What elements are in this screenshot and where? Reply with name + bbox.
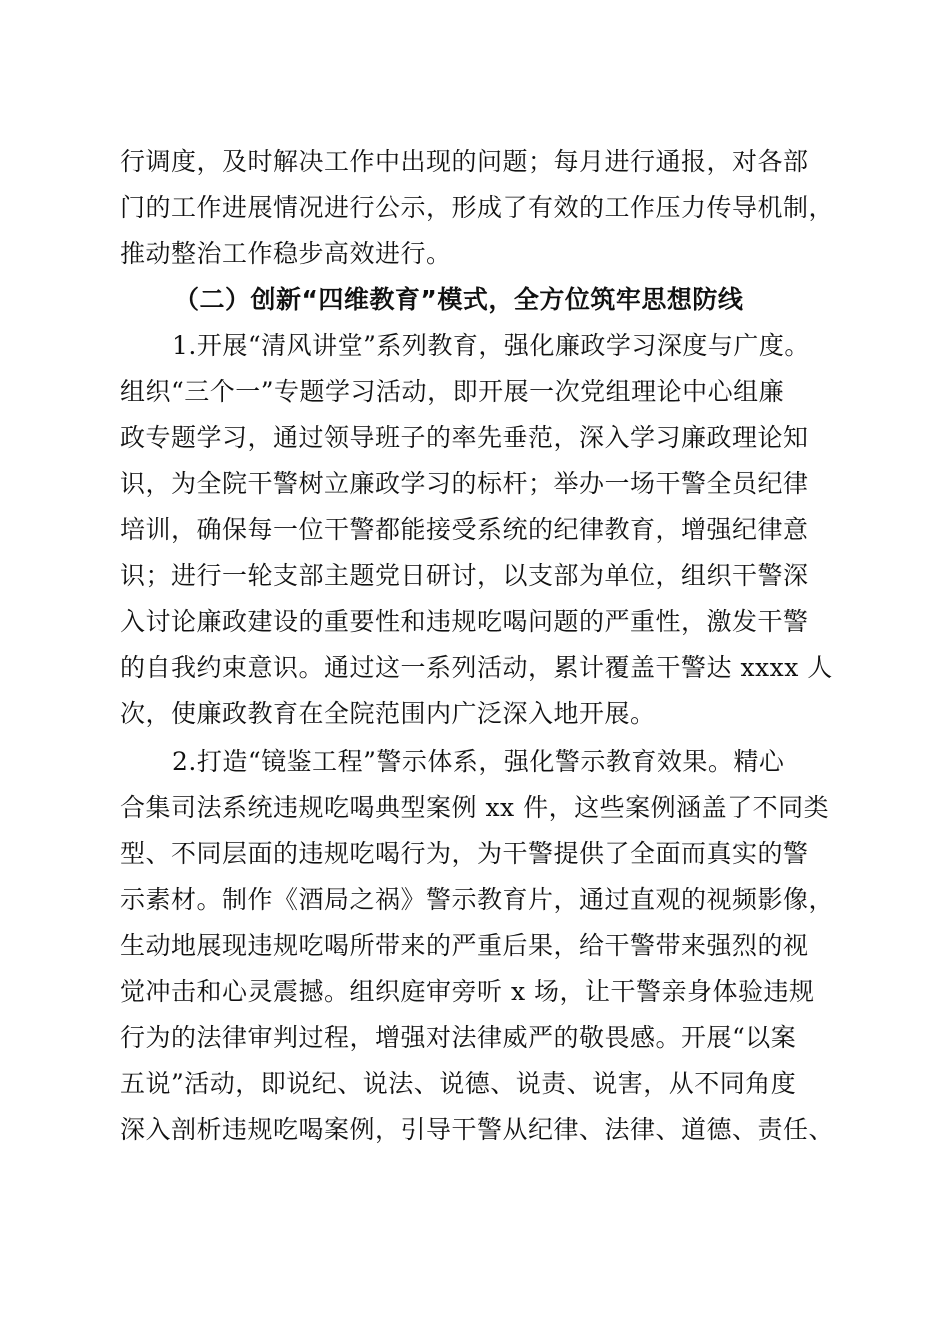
text-line-1: 行调度，及时解决工作中出现的问题；每月进行通报，对各部	[120, 147, 809, 176]
text-line-11: 入讨论廉政建设的重要性和违规吃喝问题的严重性，激发干警	[120, 607, 809, 636]
text-line-2: 门的工作进展情况进行公示，形成了有效的工作压力传导机制，	[120, 193, 835, 222]
text-line-14: 2.打造“镜鉴工程”警示体系，强化警示教育效果。精心	[172, 747, 785, 776]
text-line-12: 的自我约束意识。通过这一系列活动，累计覆盖干警达 xxxx 人	[120, 653, 833, 682]
text-line-10: 识；进行一轮支部主题党日研讨，以支部为单位，组织干警深	[120, 561, 809, 590]
text-line-16: 型、不同层面的违规吃喝行为，为干警提供了全面而真实的警	[120, 839, 809, 868]
text-line-3: 推动整治工作稳步高效进行。	[120, 239, 452, 268]
text-line-5: 1.开展“清风讲堂”系列教育，强化廉政学习深度与广度。	[172, 331, 810, 360]
text-line-8: 识，为全院干警树立廉政学习的标杆；举办一场干警全员纪律	[120, 469, 809, 498]
text-line-18: 生动地展现违规吃喝所带来的严重后果，给干警带来强烈的视	[120, 931, 809, 960]
text-line-17: 示素材。制作《酒局之祸》警示教育片，通过直观的视频影像，	[120, 885, 835, 914]
text-line-20: 行为的法律审判过程，增强对法律威严的敬畏感。开展“以案	[120, 1023, 797, 1052]
text-line-6: 组织“三个一”专题学习活动，即开展一次党组理论中心组廉	[120, 377, 785, 406]
text-line-7: 政专题学习，通过领导班子的率先垂范，深入学习廉政理论知	[120, 423, 809, 452]
text-line-9: 培训，确保每一位干警都能接受系统的纪律教育，增强纪律意	[120, 515, 809, 544]
section-heading: （二）创新“四维教育”模式，全方位筑牢思想防线	[174, 285, 744, 314]
text-line-21: 五说”活动，即说纪、说法、说德、说责、说害，从不同角度	[120, 1069, 797, 1098]
text-line-22: 深入剖析违规吃喝案例，引导干警从纪律、法律、道德、责任、	[120, 1115, 835, 1144]
text-line-19: 觉冲击和心灵震撼。组织庭审旁听 x 场，让干警亲身体验违规	[120, 977, 815, 1006]
text-line-13: 次，使廉政教育在全院范围内广泛深入地开展。	[120, 699, 656, 728]
text-line-15: 合集司法系统违规吃喝典型案例 xx 件，这些案例涵盖了不同类	[120, 793, 830, 822]
